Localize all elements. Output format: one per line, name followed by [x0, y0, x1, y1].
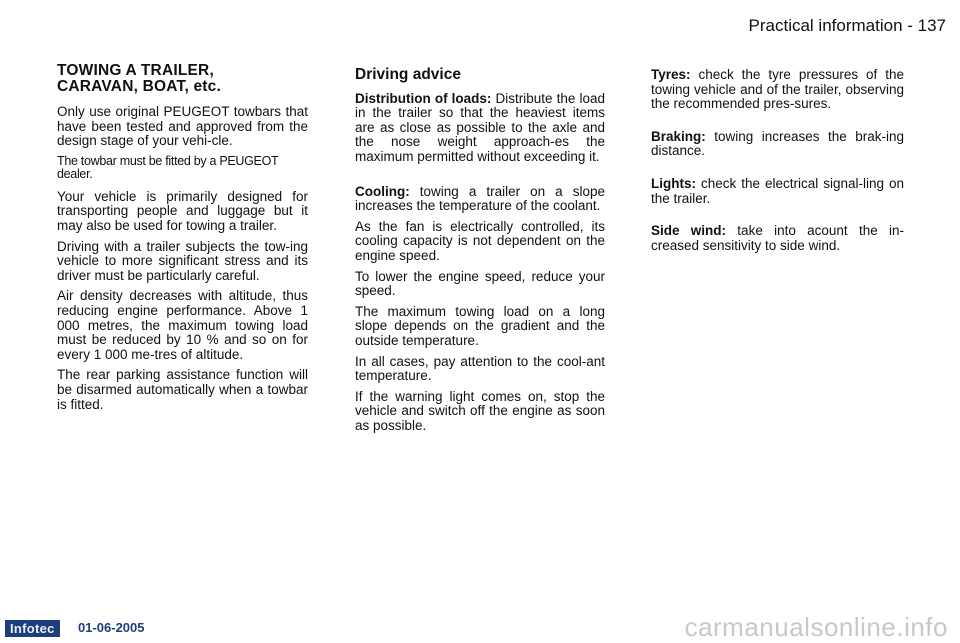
- infotec-badge: Infotec: [5, 620, 60, 637]
- dealer-note: The towbar must be fitted by a PEUGEOT dealer.: [57, 153, 279, 182]
- title-line-2: CARAVAN, BOAT, etc.: [57, 78, 221, 95]
- paragraph-speed: To lower the engine speed, reduce your speed.: [355, 268, 605, 299]
- paragraph-altitude: Air density decreases with altitude, thus reducing engine performance. Above 1 000 metres, the maximum towing load must be reduced by 10 % and so on for every 1 000 me-tres of altitude.: [57, 288, 308, 362]
- paragraph-loads: [355, 92, 605, 165]
- watermark: carmanualsonline.info: [684, 612, 948, 642]
- paragraph-tyres: [651, 68, 904, 112]
- section-title: [57, 63, 308, 95]
- paragraph-attention: In all cases, pay attention to the cool-ant temperature.: [355, 353, 605, 384]
- driving-advice-title: Driving advice: [355, 66, 461, 83]
- title-line-1: TOWING A TRAILER,: [57, 62, 214, 79]
- wind-label: Side wind:: [651, 223, 727, 239]
- loads-text: Distribute the load in the trailer so that the heaviest items are as close as possible to the axle and the nose weight approach-es the maximum permitted without exceeding it.: [355, 90, 605, 164]
- paragraph-parking-assist: The rear parking assistance function will be disarmed automatically when a towbar is fitted.: [57, 367, 308, 412]
- lights-label: Lights:: [651, 175, 696, 191]
- tyres-text: check the tyre pressures of the towing vehicle and of the trailer, observing the recommended pres-sures.: [651, 67, 904, 112]
- wind-text: take into acount the in-creased sensitivity to side wind.: [651, 223, 905, 253]
- footer-date: 01-06-2005: [78, 620, 145, 635]
- tyres-label: Tyres:: [651, 67, 691, 82]
- paragraph-towbars: Only use original PEUGEOT towbars that have been tested and approved from the design stage of your vehi-cle.: [57, 104, 308, 149]
- cooling-label: Cooling:: [355, 183, 410, 199]
- loads-label: Distribution of loads:: [355, 90, 492, 106]
- paragraph-fan: As the fan is electrically controlled, its cooling capacity is not dependent on the engine speed.: [355, 218, 605, 263]
- middle-column: [355, 63, 605, 439]
- braking-label: Braking:: [651, 128, 706, 144]
- braking-text: towing increases the brak-ing distance.: [651, 128, 904, 159]
- paragraph-stress: Driving with a trailer subjects the tow-ing vehicle to more significant stress and its driver must be particularly careful.: [57, 238, 308, 283]
- paragraph-braking: [651, 130, 904, 159]
- page-header: Practical information - 137: [748, 16, 946, 35]
- left-column: [57, 63, 308, 418]
- paragraph-side-wind: [651, 224, 904, 253]
- paragraph-purpose: Your vehicle is primarily designed for transporting people and luggage but it may also be used for towing a trailer.: [57, 188, 308, 233]
- paragraph-lights: [651, 177, 904, 206]
- paragraph-warning-light: If the warning light comes on, stop the vehicle and switch off the engine as soon as possible.: [355, 388, 605, 433]
- lights-text: check the electrical signal-ling on the trailer.: [651, 175, 904, 206]
- paragraph-towing-load: The maximum towing load on a long slope depends on the gradient and the outside temperature.: [355, 303, 605, 348]
- cooling-text: towing a trailer on a slope increases the temperature of the coolant.: [355, 183, 605, 214]
- right-column: [651, 68, 904, 259]
- paragraph-cooling: [355, 185, 605, 214]
